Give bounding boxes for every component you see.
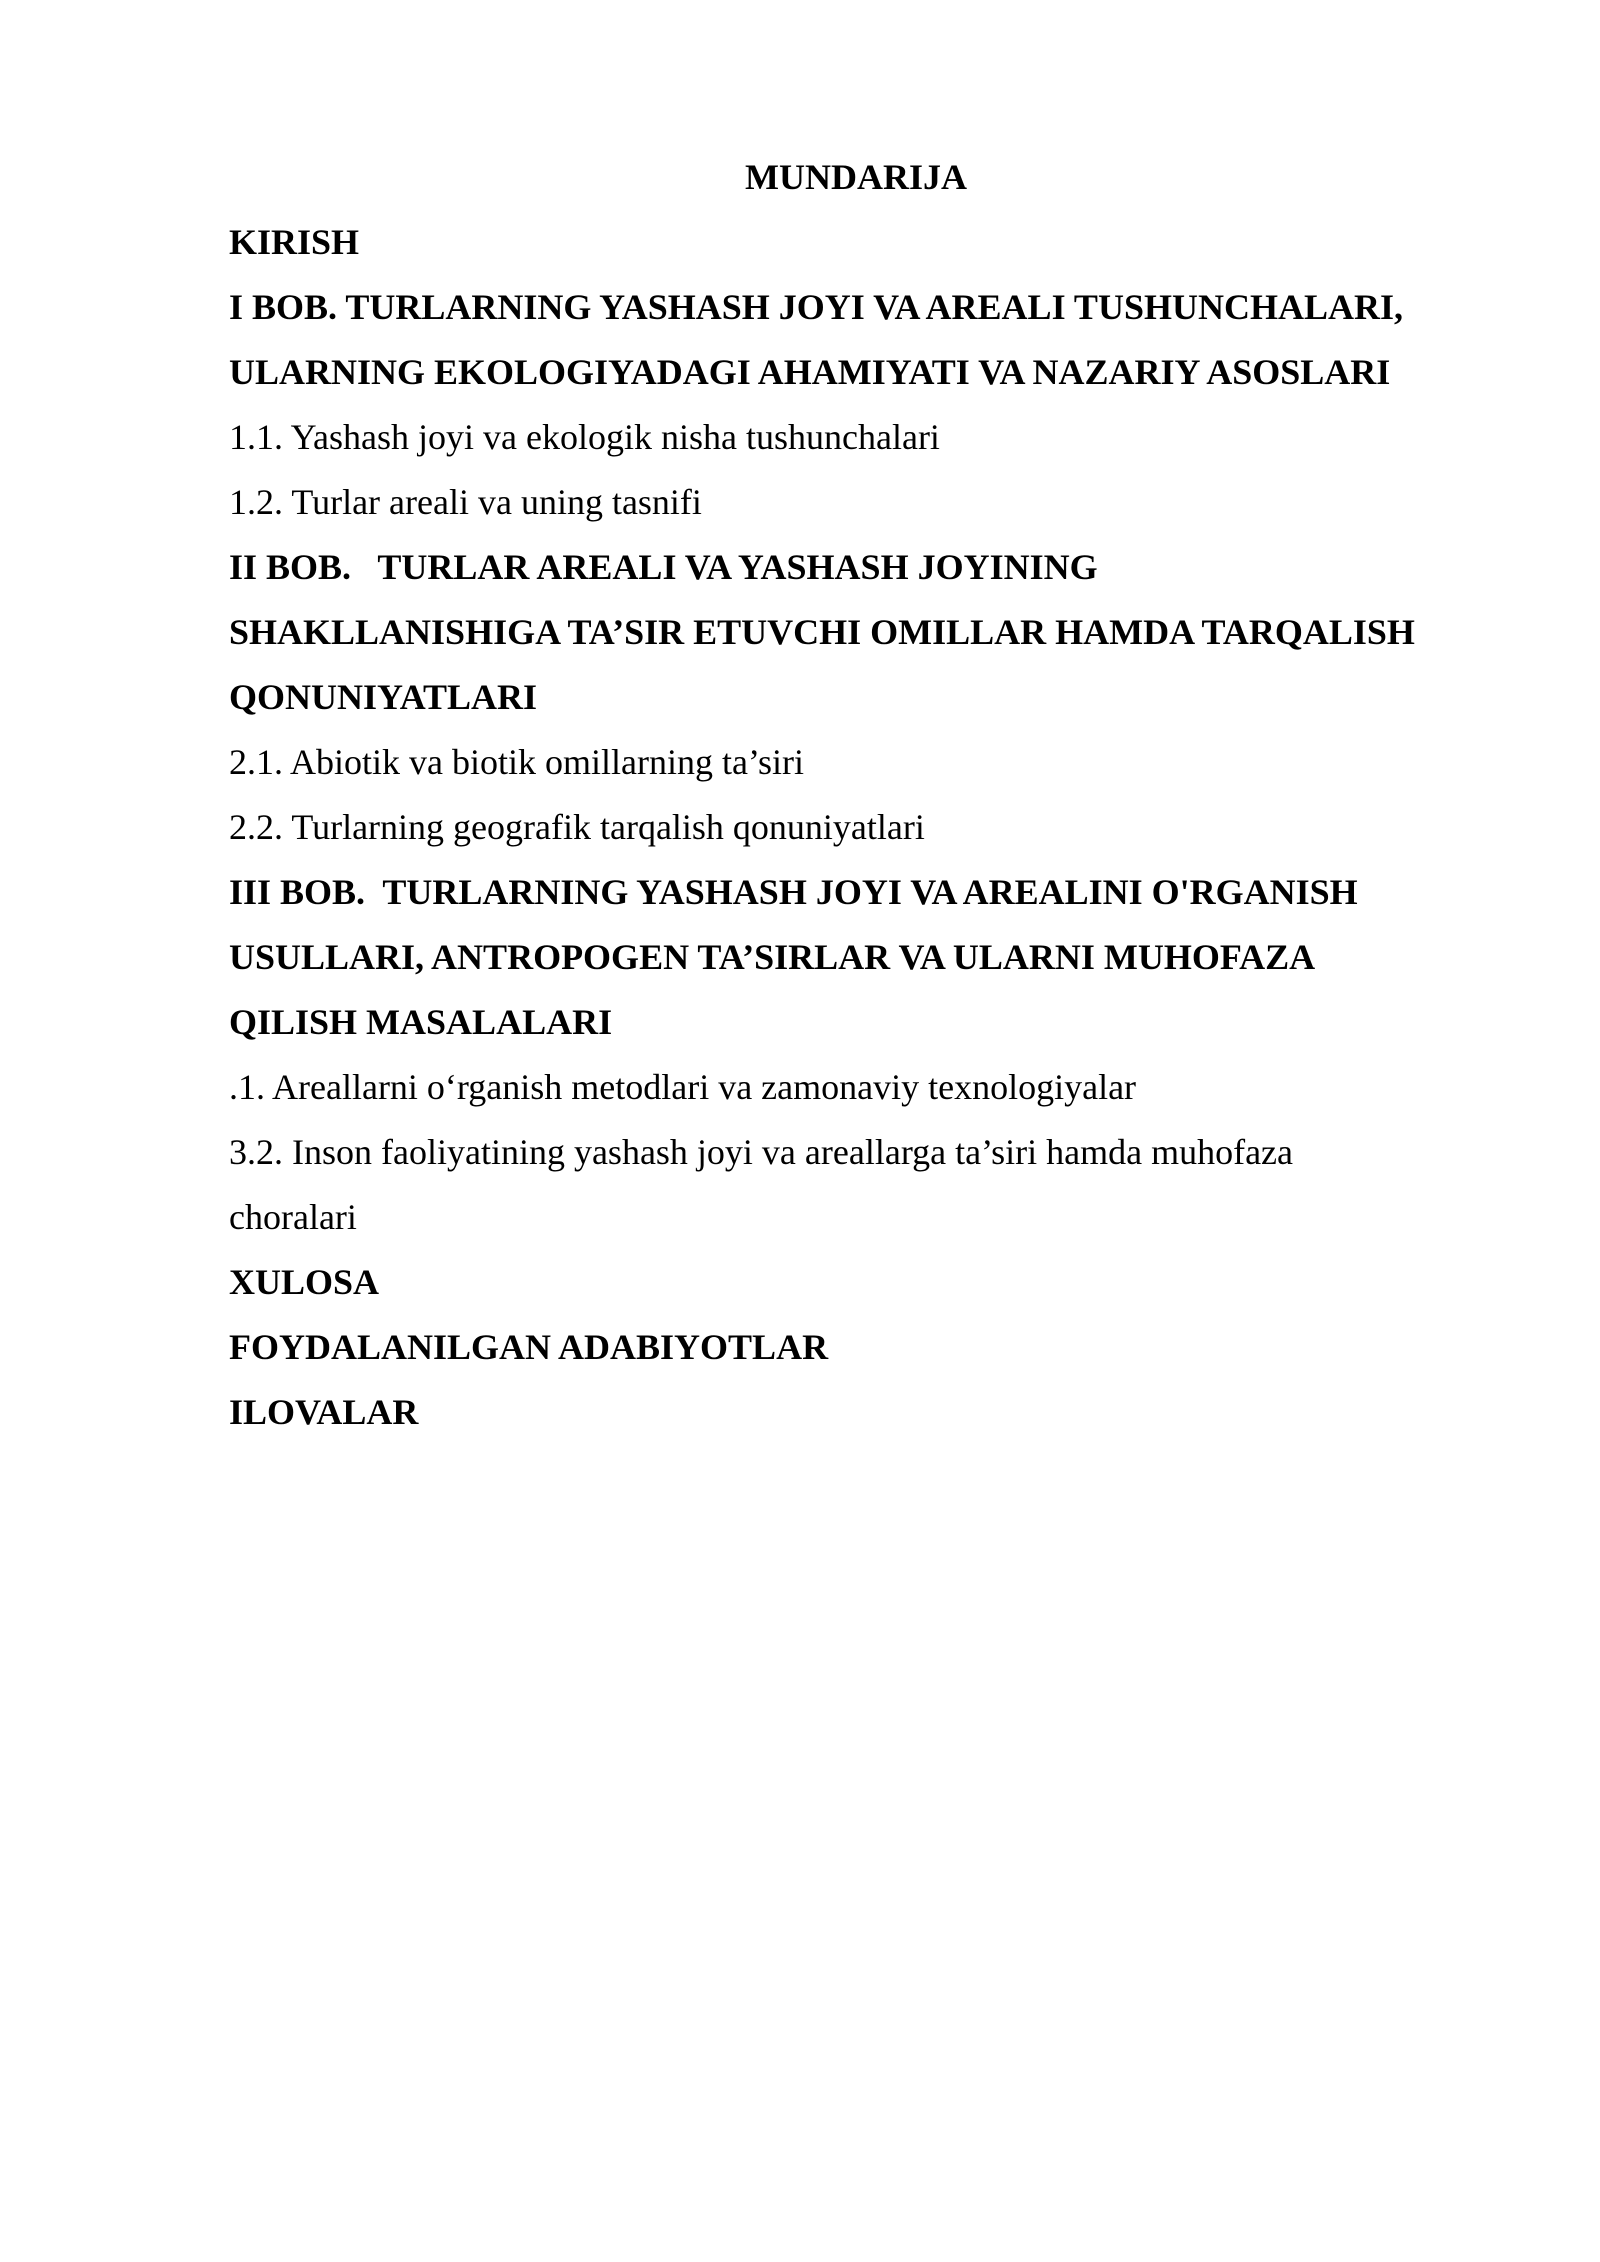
page-title: MUNDARIJA — [745, 157, 967, 197]
toc-line-section-3-1: .1. Areallarni o‘rganish metodlari va zamonaviy texnologiyalar — [229, 1067, 1137, 1107]
toc-line-chapter-3-heading: III BOB. TURLARNING YASHASH JOYI VA AREALINI O'RGANISH — [229, 872, 1358, 912]
table-of-contents — [229, 210, 1529, 1445]
toc-line-chapter-2-heading: II BOB. TURLAR AREALI VA YASHASH JOYINING — [229, 547, 1098, 587]
toc-line-section-1-1: 1.1. Yashash joyi va ekologik nisha tushunchalari — [229, 417, 940, 457]
toc-line-chapter-2-heading-cont: SHAKLLANISHIGA TA’SIR ETUVCHI OMILLAR HAMDA TARQALISH — [229, 612, 1415, 652]
toc-line-chapter-2-heading-end: QONUNIYATLARI — [229, 677, 538, 717]
toc-line-chapter-3-heading-cont: USULLARI, ANTROPOGEN TA’SIRLAR VA ULARNI MUHOFAZA — [229, 937, 1316, 977]
toc-line-appendices: ILOVALAR — [229, 1392, 419, 1432]
toc-line-kirish: KIRISH — [229, 222, 360, 262]
toc-line-section-2-2: 2.2. Turlarning geografik tarqalish qonuniyatlari — [229, 807, 925, 847]
toc-line-chapter-1-heading: I BOB. TURLARNING YASHASH JOYI VA AREALI TUSHUNCHALARI, — [229, 287, 1403, 327]
toc-line-section-1-2: 1.2. Turlar areali va uning tasnifi — [229, 482, 702, 522]
toc-line-references: FOYDALANILGAN ADABIYOTLAR — [229, 1327, 829, 1367]
toc-line-chapter-1-heading-cont: ULARNING EKOLOGIYADAGI AHAMIYATI VA NAZARIY ASOSLARI — [229, 352, 1391, 392]
toc-line-chapter-3-heading-end: QILISH MASALALARI — [229, 1002, 613, 1042]
toc-line-xulosa: XULOSA — [229, 1262, 380, 1302]
toc-line-section-2-1: 2.1. Abiotik va biotik omillarning ta’siri — [229, 742, 804, 782]
toc-line-section-3-2-cont: choralari — [229, 1197, 357, 1237]
toc-line-section-3-2: 3.2. Inson faoliyatining yashash joyi va areallarga ta’siri hamda muhofaza — [229, 1132, 1294, 1172]
